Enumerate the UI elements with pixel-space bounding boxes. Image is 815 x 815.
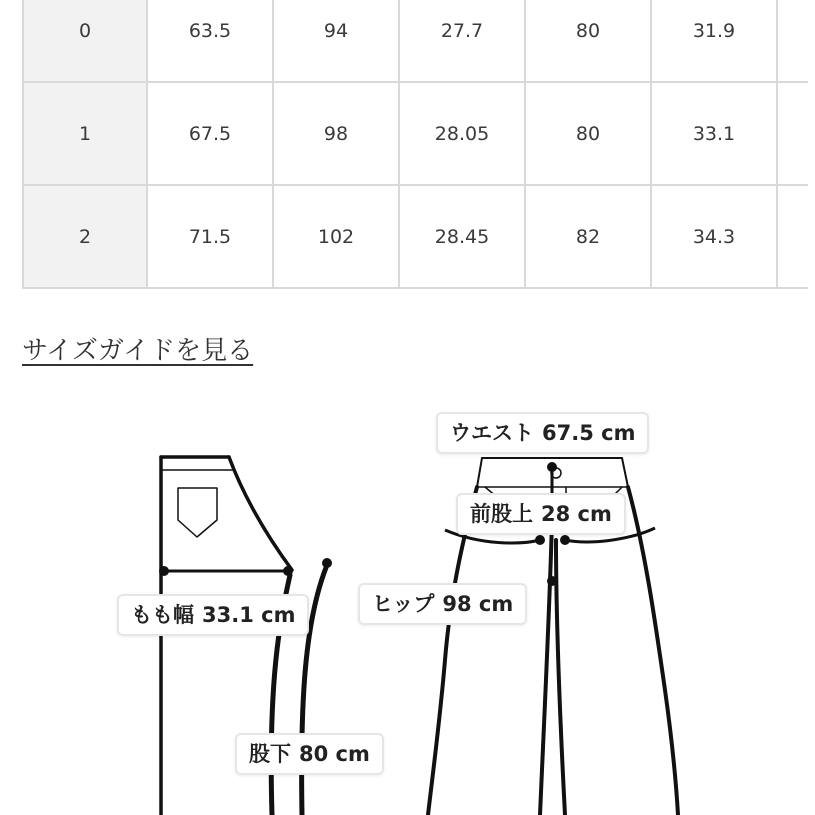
waist-label-value: 67.5 cm [542, 421, 636, 445]
hip-cell: 98 [273, 82, 399, 185]
hip-cell: 102 [273, 185, 399, 288]
hip-label-text: ヒップ [372, 592, 435, 616]
front-rise-measurement-label [456, 493, 626, 535]
hip-label-value: 98 cm [442, 592, 514, 616]
hip-cell: 94 [273, 0, 399, 82]
waist-cell: 67.5 [147, 82, 273, 185]
front-rise-cell: 27.7 [399, 0, 525, 82]
thigh-cell: 33.1 [651, 82, 777, 185]
thigh-label-text: もも幅 [131, 603, 194, 627]
waist-measurement-label [436, 412, 649, 454]
thigh-label-value: 33.1 cm [202, 603, 296, 627]
size-cell: 0 [23, 0, 147, 82]
inseam-cell: 80 [525, 82, 651, 185]
thigh-measurement-label [117, 594, 309, 636]
waist-cell: 71.5 [147, 185, 273, 288]
front-rise-label-value: 28 cm [541, 502, 612, 526]
inseam-cell: 80 [525, 0, 651, 82]
thigh-measure-line [159, 558, 332, 576]
inseam-cell: 82 [525, 185, 651, 288]
size-cell: 2 [23, 185, 147, 288]
size-guide-link[interactable]: サイズガイドを見る [22, 336, 254, 366]
front-rise-cell: 28.45 [399, 185, 525, 288]
thigh-cell: 34.3 [651, 185, 777, 288]
size-cell: 1 [23, 82, 147, 185]
inseam-label-value: 80 cm [299, 742, 370, 766]
waist-label-text: ウエスト [450, 421, 534, 445]
front-rise-label-text: 前股上 [470, 502, 533, 526]
inseam-measurement-label [235, 733, 384, 775]
thigh-cell: 31.9 [651, 0, 777, 82]
front-rise-cell: 28.05 [399, 82, 525, 185]
waist-cell: 63.5 [147, 0, 273, 82]
hip-measurement-label [358, 583, 527, 625]
inseam-label-text: 股下 [249, 742, 291, 766]
